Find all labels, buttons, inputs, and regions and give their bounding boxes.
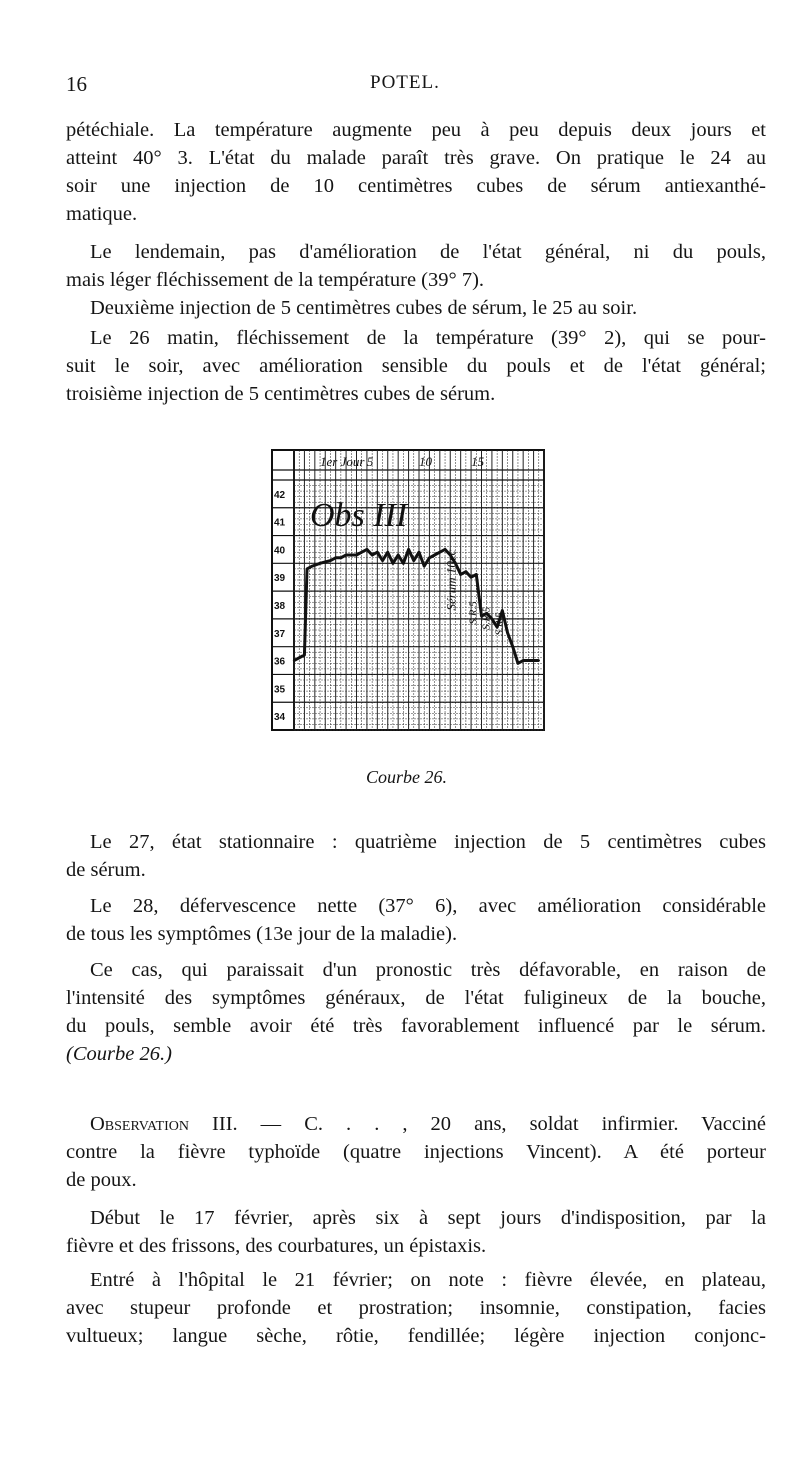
- text-line: soir une injection de 10 centimètres cubes de sérum antiexanthé-: [66, 175, 766, 197]
- data-point: [392, 562, 394, 564]
- paragraph-3: [66, 294, 766, 322]
- page-header: [66, 72, 766, 102]
- text-line: Deuxième injection de 5 centimètres cubes de sérum, le 25 au soir.: [90, 297, 638, 319]
- data-point: [361, 551, 363, 553]
- data-point: [397, 554, 399, 556]
- text-line: contre la fièvre typhoïde (quatre injections Vincent). A été porteur: [66, 1141, 766, 1163]
- y-tick-label: 39: [274, 573, 286, 585]
- data-point: [371, 554, 373, 556]
- y-tick-label: 42: [274, 489, 286, 501]
- data-point: [517, 662, 519, 664]
- text-line: Le lendemain, pas d'amélioration de l'état général, ni du pouls,: [90, 241, 766, 263]
- data-point: [475, 573, 477, 575]
- data-point: [407, 548, 409, 550]
- data-point: [355, 554, 357, 556]
- text-line: pétéchiale. La température augmente peu à peu depuis deux jours et: [66, 119, 766, 141]
- temperature-chart: [266, 444, 552, 736]
- data-point: [532, 659, 534, 661]
- text-line: fièvre et des frissons, des courbatures, un épistaxis.: [66, 1235, 487, 1257]
- data-point: [350, 554, 352, 556]
- text-line: [66, 1040, 766, 1068]
- data-point: [439, 551, 441, 553]
- data-point: [402, 562, 404, 564]
- text-line: de tous les symptômes (13e jour de la maladie).: [66, 923, 458, 945]
- text-line: Entré à l'hôpital le 21 février; on note : fièvre élevée, en plateau,: [90, 1269, 766, 1291]
- text-line: vultueux; langue sèche, rôtie, fendillée; légère injection conjonc-: [66, 1325, 766, 1347]
- data-point: [329, 559, 331, 561]
- text-line: de poux.: [66, 1169, 137, 1191]
- paragraph-9: [66, 1266, 766, 1350]
- y-tick-label: 41: [274, 517, 286, 529]
- paragraph-1: [66, 116, 766, 228]
- data-point: [538, 659, 540, 661]
- y-tick-label: 35: [274, 684, 286, 696]
- text-line: Ce cas, qui paraissait d'un pronostic très défavorable, en raison de: [90, 959, 766, 981]
- running-title: POTEL.: [370, 72, 440, 93]
- y-tick-labels: [274, 490, 286, 723]
- data-point: [470, 576, 472, 578]
- text-line: avec stupeur profonde et prostration; insomnie, constipation, facies: [66, 1297, 766, 1319]
- injection-annotation: S.R.5: [480, 606, 493, 630]
- figure-caption: Courbe 26.: [366, 767, 447, 787]
- data-point: [381, 559, 383, 561]
- chart-frame: [272, 450, 544, 730]
- data-point: [345, 554, 347, 556]
- injection-annotation: S.R.5: [467, 601, 480, 625]
- y-tick-label: 37: [274, 628, 286, 640]
- text-line: atteint 40° 3. L'état du malade paraît très grave. On pratique le 24 au: [66, 147, 766, 169]
- text-line: suit le soir, avec amélioration sensible du pouls et de l'état général;: [66, 355, 766, 377]
- y-tick-label: 34: [274, 712, 286, 724]
- text-line: matique.: [66, 203, 138, 225]
- data-point: [376, 551, 378, 553]
- data-point: [387, 551, 389, 553]
- data-point: [433, 554, 435, 556]
- data-point: [465, 570, 467, 572]
- text-line: du pouls, semble avoir été très favorablement influencé par le sérum.: [66, 1015, 766, 1037]
- day-label: 15: [471, 454, 485, 469]
- data-point: [512, 645, 514, 647]
- day-label: 5: [366, 454, 374, 469]
- text-line: [66, 1110, 766, 1138]
- injection-annotation: S.R.5: [493, 612, 506, 636]
- text-line: l'intensité des symptômes généraux, de l'état fuligineux de la bouche,: [66, 987, 766, 1009]
- data-point: [522, 659, 524, 661]
- text-line: Le 27, état stationnaire : quatrième injection de 5 centimètres cubes: [90, 831, 766, 853]
- data-point: [413, 559, 415, 561]
- paragraph-5: [66, 828, 766, 884]
- data-point: [306, 568, 308, 570]
- curve-reference: (Courbe 26.): [66, 1043, 172, 1065]
- paragraph-4: [66, 324, 766, 408]
- data-point: [366, 548, 368, 550]
- day-label: 10: [419, 454, 432, 469]
- text-line: troisième injection de 5 centimètres cubes de sérum.: [66, 383, 496, 405]
- data-point: [501, 609, 503, 611]
- text-line: Le 28, défervescence nette (37° 6), avec amélioration considérable: [90, 895, 766, 917]
- day-label: 1er Jour: [320, 454, 365, 469]
- data-point: [418, 551, 420, 553]
- y-tick-label: 38: [274, 601, 286, 612]
- observation-heading-paragraph: [66, 1110, 766, 1194]
- observation-text: — C. . . , 20 ans, soldat infirmier. Vacciné: [237, 1113, 766, 1135]
- data-point: [334, 557, 336, 559]
- page-number: 16: [66, 72, 87, 96]
- paragraph-7: [66, 956, 766, 1068]
- paragraph-6: [66, 892, 766, 948]
- data-point: [459, 573, 461, 575]
- chart-grid: [272, 450, 544, 730]
- text-line: de sérum.: [66, 859, 146, 881]
- text-line: Début le 17 février, après six à sept jours d'indisposition, par la: [90, 1207, 766, 1229]
- data-point: [340, 557, 342, 559]
- data-point: [527, 659, 529, 661]
- observation-label: Observation III.: [90, 1113, 238, 1135]
- day-labels: [320, 454, 485, 469]
- data-point: [423, 565, 425, 567]
- chart-title: Obs III: [310, 497, 408, 534]
- paragraph-2: [66, 238, 766, 294]
- paragraph-8: [66, 1204, 766, 1260]
- data-point: [506, 632, 508, 634]
- data-point: [428, 557, 430, 559]
- injection-annotation: Sérum 10cc: [443, 549, 459, 611]
- text-line: Le 26 matin, fléchissement de la température (39° 2), qui se pour-: [90, 327, 766, 349]
- y-tick-label: 36: [274, 656, 286, 668]
- data-point: [311, 565, 313, 567]
- data-point: [303, 654, 305, 656]
- text-line: mais léger fléchissement de la température (39° 7).: [66, 269, 485, 291]
- data-point: [319, 562, 321, 564]
- y-tick-label: 40: [274, 545, 286, 557]
- data-point: [293, 659, 295, 661]
